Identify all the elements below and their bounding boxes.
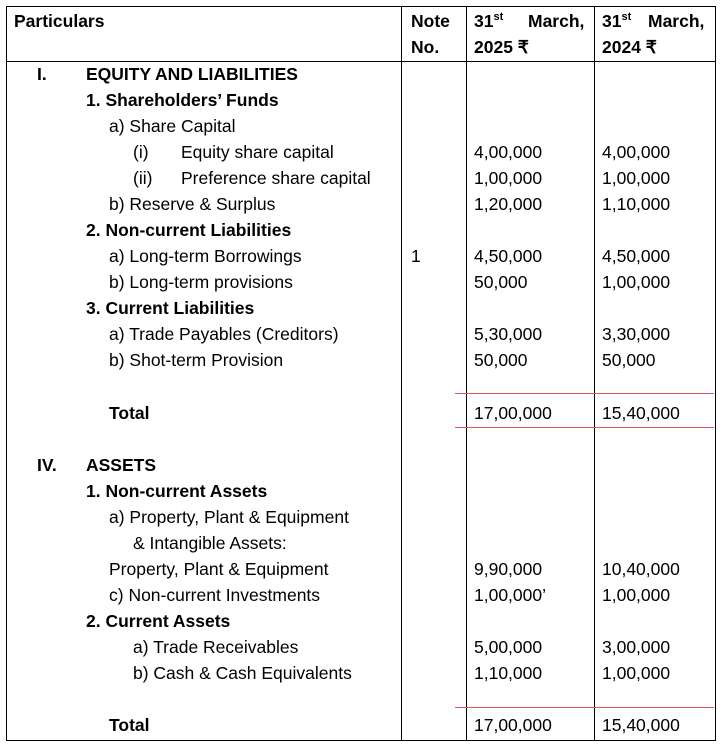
amount-2024: 1,00,000 xyxy=(602,168,671,188)
header-divider xyxy=(6,61,716,62)
amount-2025: 1,00,000’ xyxy=(474,585,547,605)
group-title: 1. Shareholders’ Funds xyxy=(86,90,279,110)
line-item-label: b) Long-term provisions xyxy=(109,272,293,292)
amount-2024: 10,40,000 xyxy=(602,559,680,579)
group-title: 1. Non-current Assets xyxy=(86,481,268,501)
group-title: 2. Non-current Liabilities xyxy=(86,220,292,240)
line-item-label: b) Reserve & Surplus xyxy=(109,194,276,214)
group-title: 3. Current Liabilities xyxy=(86,298,255,318)
line-item-label: Property, Plant & Equipment xyxy=(109,559,329,579)
amount-2024: 4,50,000 xyxy=(602,246,671,266)
header-2024-year: 2024 ₹ xyxy=(602,37,657,57)
line-item-label: a) Trade Receivables xyxy=(133,637,299,657)
section-numeral: IV. xyxy=(37,455,57,475)
section-title: EQUITY AND LIABILITIES xyxy=(86,64,298,84)
amount-2025: 1,00,000 xyxy=(474,168,543,188)
line-item-label: b) Shot-term Provision xyxy=(109,350,284,370)
line-item-label: b) Cash & Cash Equivalents xyxy=(133,663,352,683)
line-item-label: a) Share Capital xyxy=(109,116,236,136)
amount-2025: 5,00,000 xyxy=(474,637,543,657)
header-2024-date: 31st xyxy=(602,11,632,31)
amount-2025: 50,000 xyxy=(474,272,528,292)
amount-2025: 1,20,000 xyxy=(474,194,543,214)
header-2025-date: 31st xyxy=(474,11,504,31)
amount-2025: 50,000 xyxy=(474,350,528,370)
total-2025: 17,00,000 xyxy=(474,403,552,423)
section-title: ASSETS xyxy=(86,455,157,475)
amount-2024: 3,00,000 xyxy=(602,637,671,657)
header-2025-year: 2025 ₹ xyxy=(474,37,529,57)
line-item-label: a) Property, Plant & Equipment xyxy=(109,507,349,527)
line-item-label: a) Trade Payables (Creditors) xyxy=(109,324,339,344)
amount-2024: 4,00,000 xyxy=(602,142,671,162)
assets-total-rule xyxy=(455,707,714,708)
section-numeral: I. xyxy=(37,64,47,84)
amount-2024: 50,000 xyxy=(602,350,656,370)
header-particulars: Particulars xyxy=(14,11,105,31)
amount-2025: 1,10,000 xyxy=(474,663,543,683)
total-2024: 15,40,000 xyxy=(602,715,680,735)
column-divider-note xyxy=(401,6,402,741)
line-item-label: c) Non-current Investments xyxy=(109,585,321,605)
amount-2024: 1,00,000 xyxy=(602,585,671,605)
amount-2024: 1,00,000 xyxy=(602,272,671,292)
amount-2024: 3,30,000 xyxy=(602,324,671,344)
line-item-label: & Intangible Assets: xyxy=(133,533,287,553)
amount-2025: 9,90,000 xyxy=(474,559,543,579)
header-2024-month: March, xyxy=(648,11,705,31)
total-label: Total xyxy=(109,715,150,735)
group-title: 2. Current Assets xyxy=(86,611,231,631)
header-note: Note xyxy=(411,11,450,31)
amount-2025: 5,30,000 xyxy=(474,324,543,344)
line-item-label: Preference share capital xyxy=(181,168,371,188)
amount-2025: 4,00,000 xyxy=(474,142,543,162)
total-2024: 15,40,000 xyxy=(602,403,680,423)
header-2025-month: March, xyxy=(528,11,585,31)
line-item-label: Equity share capital xyxy=(181,142,334,162)
total-rule-bottom xyxy=(455,427,714,428)
total-rule-top xyxy=(455,393,714,394)
amount-2024: 1,10,000 xyxy=(602,194,671,214)
header-note-no: No. xyxy=(411,37,440,57)
note-number: 1 xyxy=(411,246,421,266)
amount-2025: 4,50,000 xyxy=(474,246,543,266)
column-divider-2024 xyxy=(594,6,595,741)
amount-2024: 1,00,000 xyxy=(602,663,671,683)
line-item-number: (i) xyxy=(133,142,149,162)
column-divider-2025 xyxy=(466,6,467,741)
line-item-number: (ii) xyxy=(133,168,153,188)
total-label: Total xyxy=(109,403,150,423)
line-item-label: a) Long-term Borrowings xyxy=(109,246,302,266)
total-2025: 17,00,000 xyxy=(474,715,552,735)
